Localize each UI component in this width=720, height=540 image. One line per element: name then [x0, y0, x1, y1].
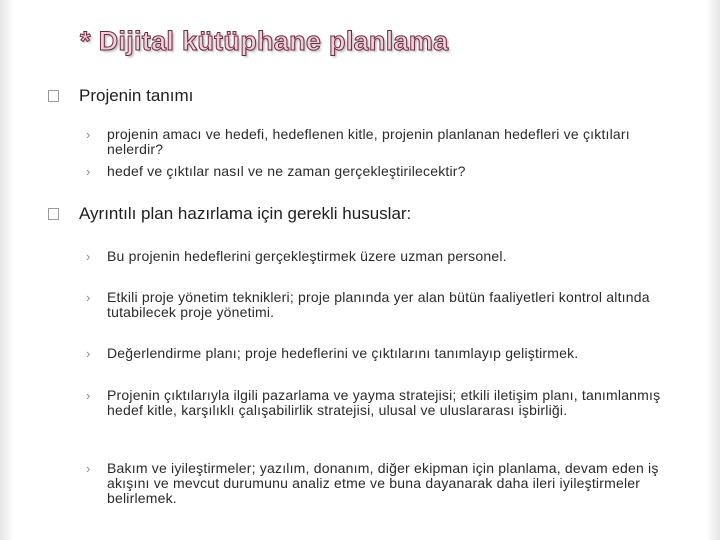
slide-title: * Dijital kütüphane planlama: [80, 26, 449, 56]
list-item-text: projenin amacı ve hedefi, hedeflenen kitle, projenin planlanan hedefleri ve çıktıları nelerdir?: [107, 126, 630, 157]
chevron-right-icon: ›: [86, 164, 91, 179]
list-item: [86, 249, 676, 264]
list-item-text: Etkili proje yönetim teknikleri; proje planında yer alan bütün faaliyetleri kontrol altında tutabilecek proje yönetimi.: [107, 289, 650, 320]
bullet-box-icon: [48, 90, 59, 102]
list-item-text: Bu projenin hedeflerini gerçekleştirmek üzere uzman personel.: [107, 248, 507, 264]
chevron-right-icon: ›: [86, 290, 91, 305]
list-item-text: Bakım ve iyileştirmeler; yazılım, donanım, diğer ekipman için planlama, devam eden iş akışını ve mevcut durumunu analiz etme ve buna dayanarak daha ileri iyileştirmeler belirlemek.: [107, 460, 659, 506]
bullet-box-icon: [48, 208, 59, 220]
list-item-text: Projenin çıktılarıyla ilgili pazarlama ve yayma stratejisi; etkili iletişim planı, tanımlanmış hedef kitle, karşılıklı çalışabilirlik stratejisi, ulusal ve uluslararası işbirliği.: [107, 387, 661, 418]
list-item-text: Değerlendirme planı; proje hedeflerini ve çıktılarını tanımlayıp geliştirmek.: [107, 345, 579, 361]
section-heading-label: Projenin tanımı: [79, 86, 194, 105]
chevron-right-icon: ›: [86, 388, 91, 403]
chevron-right-icon: ›: [86, 346, 91, 361]
list-item: [86, 127, 676, 157]
chevron-right-icon: ›: [86, 461, 91, 476]
list-item-text: hedef ve çıktılar nasıl ve ne zaman gerçekleştirilecektir?: [107, 163, 466, 179]
list-item: [86, 290, 676, 320]
section-heading-label: Ayrıntılı plan hazırlama için gerekli hususlar:: [79, 204, 412, 223]
list-item: [86, 164, 676, 179]
list-item: [86, 461, 676, 506]
chevron-right-icon: ›: [86, 127, 91, 142]
list-item: [86, 346, 676, 361]
list-item: [86, 388, 676, 418]
chevron-right-icon: ›: [86, 249, 91, 264]
